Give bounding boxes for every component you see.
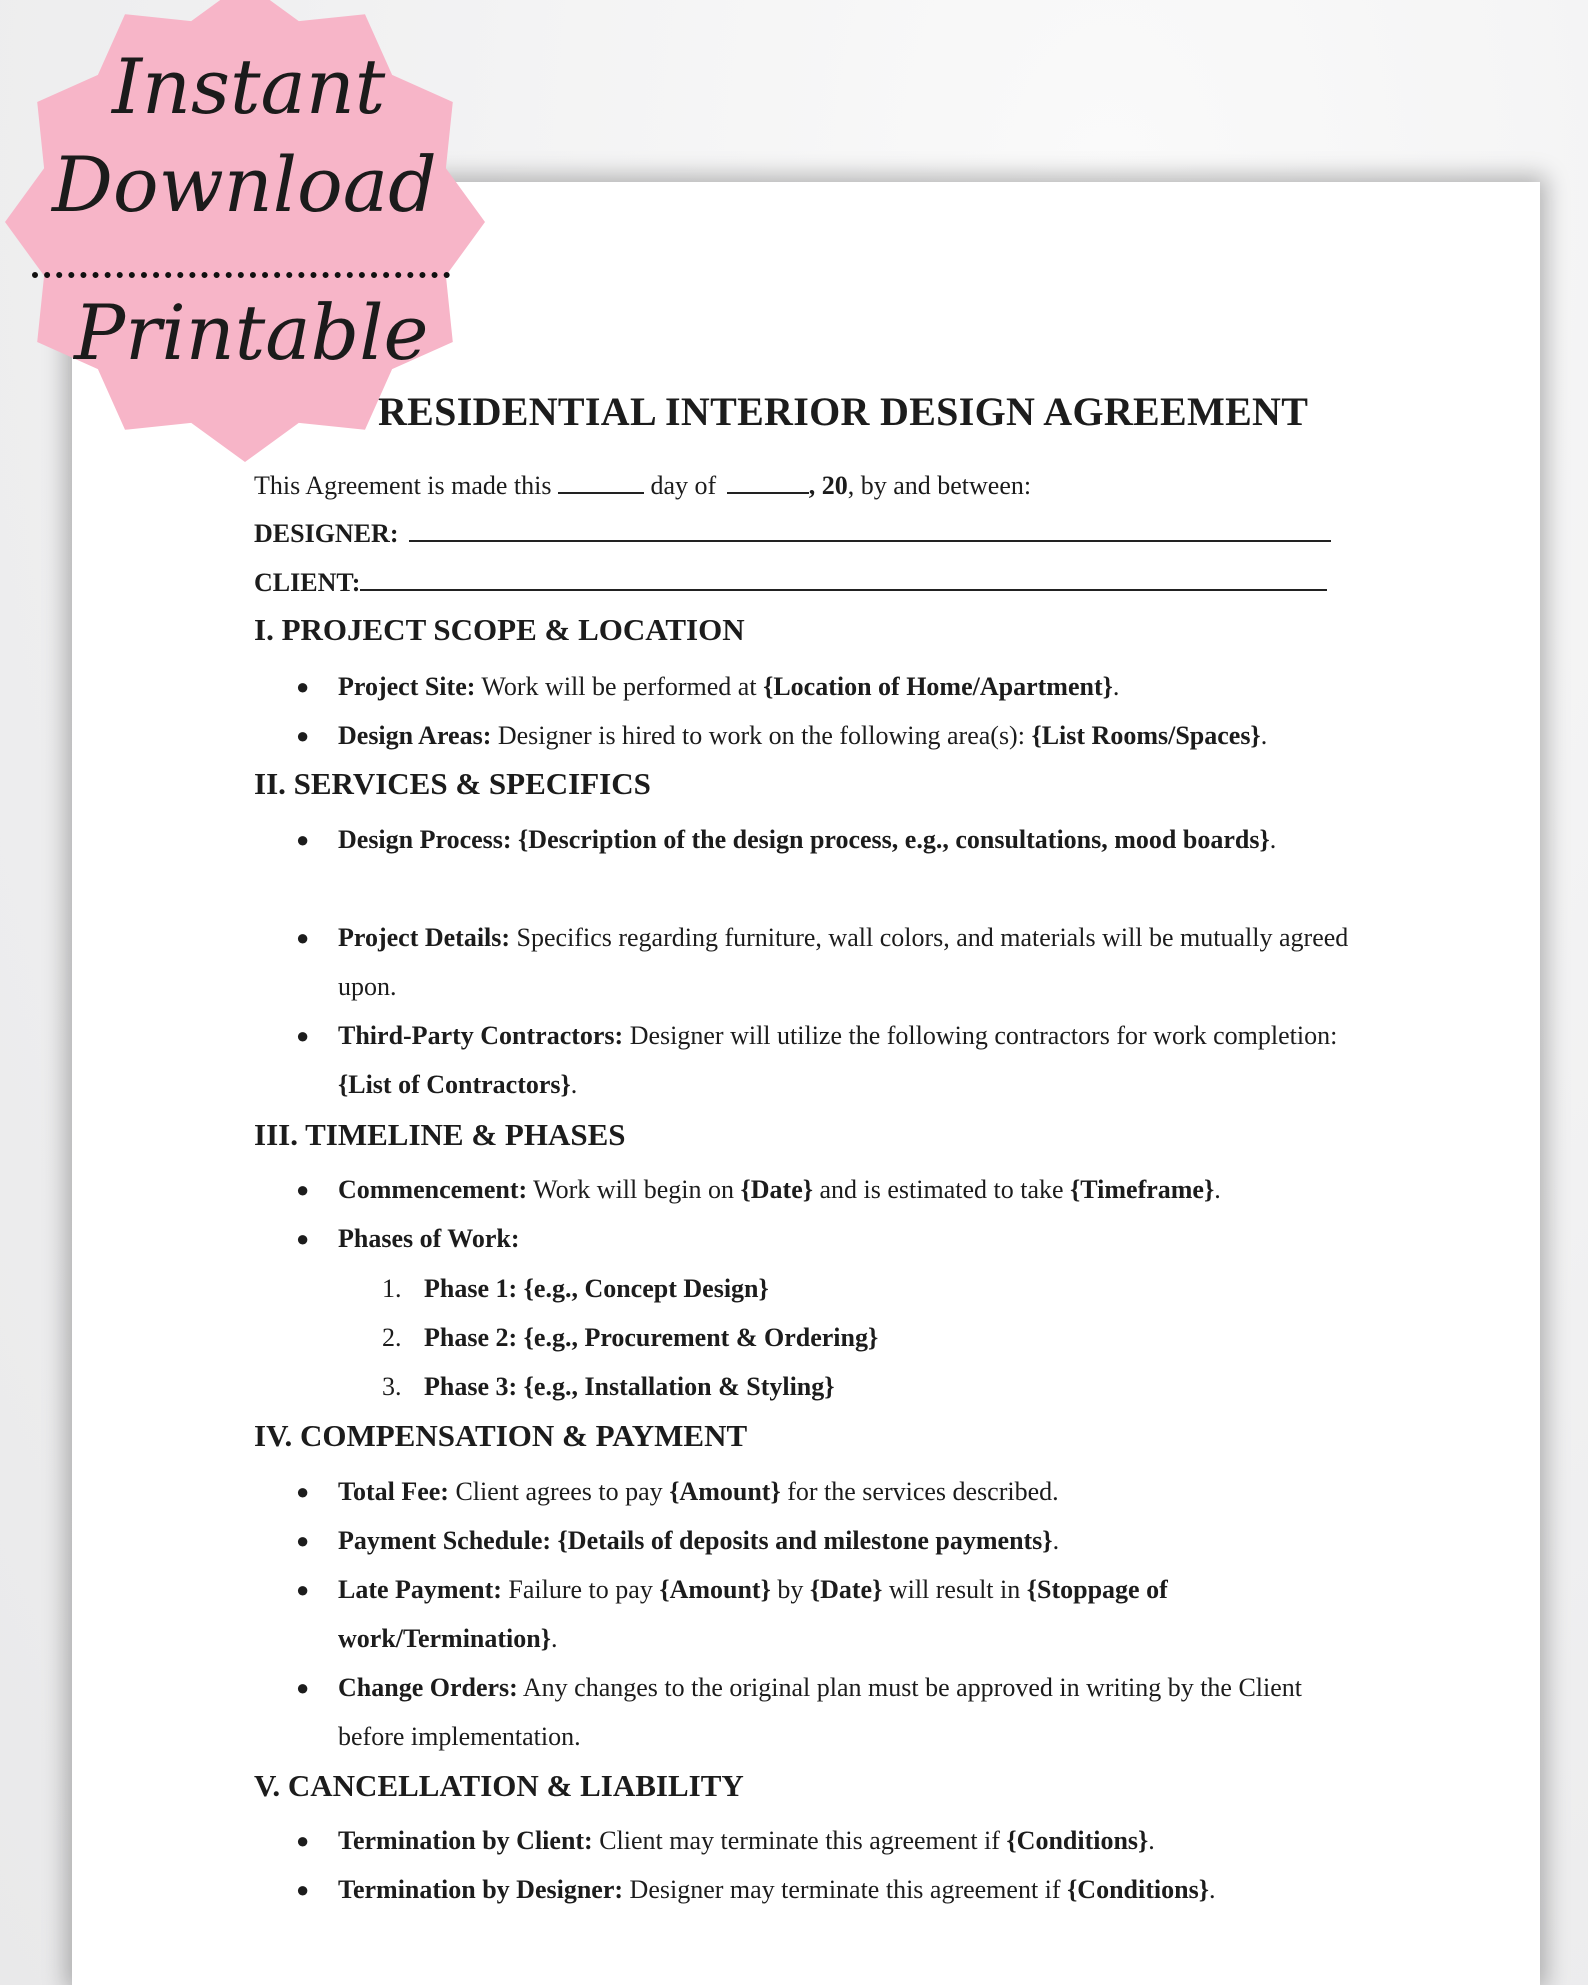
item-label: Project Details:: [338, 923, 511, 952]
item-end: for the services described.: [780, 1477, 1059, 1506]
intro-text-d: , by and between:: [847, 471, 1032, 500]
item-text: Work will be performed at: [475, 672, 764, 701]
designer-line: [254, 516, 1331, 549]
item-text: Failure to pay: [501, 1575, 660, 1604]
item-label: Total Fee:: [338, 1477, 449, 1506]
bullet-icon: ●: [296, 925, 310, 950]
section-heading: IV. COMPENSATION & PAYMENT: [254, 1418, 748, 1453]
item-placeholder: {Stoppage of work/Termination}: [338, 1575, 1168, 1653]
client-line: [254, 565, 1327, 598]
section-heading: III. TIMELINE & PHASES: [254, 1117, 626, 1152]
item-label: Termination by Designer:: [338, 1875, 624, 1904]
phase-label: Phase 3: {e.g., Installation & Styling}: [424, 1372, 835, 1401]
bullet-icon: ●: [296, 1675, 310, 1700]
item-placeholder: {Date}: [740, 1175, 813, 1204]
item-end: .: [1269, 825, 1277, 854]
bullet-icon: ●: [296, 1177, 310, 1202]
bullet-icon: ●: [296, 1226, 310, 1251]
bullet-icon: ●: [296, 1577, 310, 1602]
item-placeholder: {List of Contractors}: [338, 1070, 571, 1099]
item-label: Design Process:: [338, 825, 512, 854]
item-label: Commencement:: [338, 1175, 528, 1204]
item-text: Designer is hired to work on the following area(s):: [491, 721, 1032, 750]
item-placeholder: {Amount}: [659, 1575, 771, 1604]
phase-label: Phase 1: {e.g., Concept Design}: [424, 1274, 769, 1303]
item-label: Phases of Work:: [338, 1224, 520, 1253]
bullet-icon: ●: [296, 1479, 310, 1504]
intro-text-b: day of: [650, 471, 717, 500]
section-heading: V. CANCELLATION & LIABILITY: [254, 1768, 744, 1803]
badge-text-printable: Printable: [74, 288, 429, 377]
numbered-item: [382, 1372, 835, 1402]
item-placeholder: {Details of deposits and milestone payments}: [557, 1526, 1053, 1555]
item-end: .: [1052, 1526, 1060, 1555]
item-end: .: [570, 1070, 578, 1099]
badge-text-instant: Instant: [112, 42, 386, 131]
item-text: will result in: [882, 1575, 1027, 1604]
day-blank[interactable]: [558, 468, 644, 494]
item-text: Designer will utilize the following contractors for work completion:: [623, 1021, 1338, 1050]
item-end: .: [1208, 1875, 1216, 1904]
item-placeholder: {Timeframe}: [1070, 1175, 1215, 1204]
bullet-icon: ●: [296, 827, 310, 852]
bullet-icon: ●: [296, 1023, 310, 1048]
item-text: and is estimated to take: [812, 1175, 1071, 1204]
item-label: Project Site:: [338, 672, 476, 701]
instant-download-badge: [0, 0, 500, 470]
phase-label: Phase 2: {e.g., Procurement & Ordering}: [424, 1323, 879, 1352]
item-text: by: [770, 1575, 810, 1604]
bullet-icon: ●: [296, 1528, 310, 1553]
designer-field[interactable]: [409, 516, 1331, 542]
intro-text-a: This Agreement is made this: [254, 471, 552, 500]
bullet-icon: ●: [296, 1877, 310, 1902]
item-text: Any changes to the original plan must be approved in writing by the Client before implementation.: [338, 1673, 1303, 1751]
item-placeholder: {Location of Home/Apartment}: [763, 672, 1113, 701]
numbered-item: [382, 1323, 878, 1353]
item-end: .: [1260, 721, 1268, 750]
item-placeholder: {List Rooms/Spaces}: [1031, 721, 1261, 750]
section-heading: I. PROJECT SCOPE & LOCATION: [254, 612, 745, 647]
item-label: Design Areas:: [338, 721, 492, 750]
item-text: Work will begin on: [527, 1175, 741, 1204]
intro-line: [254, 468, 1031, 501]
item-text: Designer may terminate this agreement if: [623, 1875, 1068, 1904]
intro-year: , 20: [808, 471, 848, 500]
item-end: .: [1148, 1826, 1155, 1855]
numbered-item: [382, 1274, 769, 1304]
client-field[interactable]: [360, 565, 1327, 591]
item-placeholder: {Conditions}: [1067, 1875, 1209, 1904]
item-label: Termination by Client:: [338, 1826, 593, 1855]
item-label: Payment Schedule:: [338, 1526, 552, 1555]
item-text: Specifics regarding furniture, wall colors, and materials will be mutually agreed upon.: [338, 923, 1349, 1001]
item-number: 1.: [382, 1274, 402, 1303]
dotted-divider: [32, 272, 450, 278]
item-label: Change Orders:: [338, 1673, 518, 1702]
item-label: Late Payment:: [338, 1575, 502, 1604]
designer-label: DESIGNER:: [254, 519, 399, 548]
item-end: .: [1112, 672, 1120, 701]
item-label: Third-Party Contractors:: [338, 1021, 624, 1050]
document-title: RESIDENTIAL INTERIOR DESIGN AGREEMENT: [378, 389, 1309, 434]
item-placeholder: {Description of the design process, e.g., consultations, mood boards}: [518, 825, 1270, 854]
bullet-icon: ●: [296, 1828, 310, 1853]
month-blank[interactable]: [727, 468, 809, 494]
section-heading: II. SERVICES & SPECIFICS: [254, 766, 651, 801]
client-label: CLIENT:: [254, 568, 361, 597]
item-placeholder: {Conditions}: [1006, 1826, 1149, 1855]
item-number: 3.: [382, 1372, 402, 1401]
item-end: .: [1214, 1175, 1221, 1204]
item-text: Client may terminate this agreement if: [592, 1826, 1007, 1855]
item-placeholder: {Amount}: [669, 1477, 781, 1506]
bullet-icon: ●: [296, 723, 310, 748]
item-placeholder: {Date}: [809, 1575, 883, 1604]
item-end: .: [550, 1624, 558, 1653]
item-text: Client agrees to pay: [448, 1477, 670, 1506]
bullet-icon: ●: [296, 674, 310, 699]
badge-text-download: Download: [52, 140, 437, 229]
item-number: 2.: [382, 1323, 402, 1352]
